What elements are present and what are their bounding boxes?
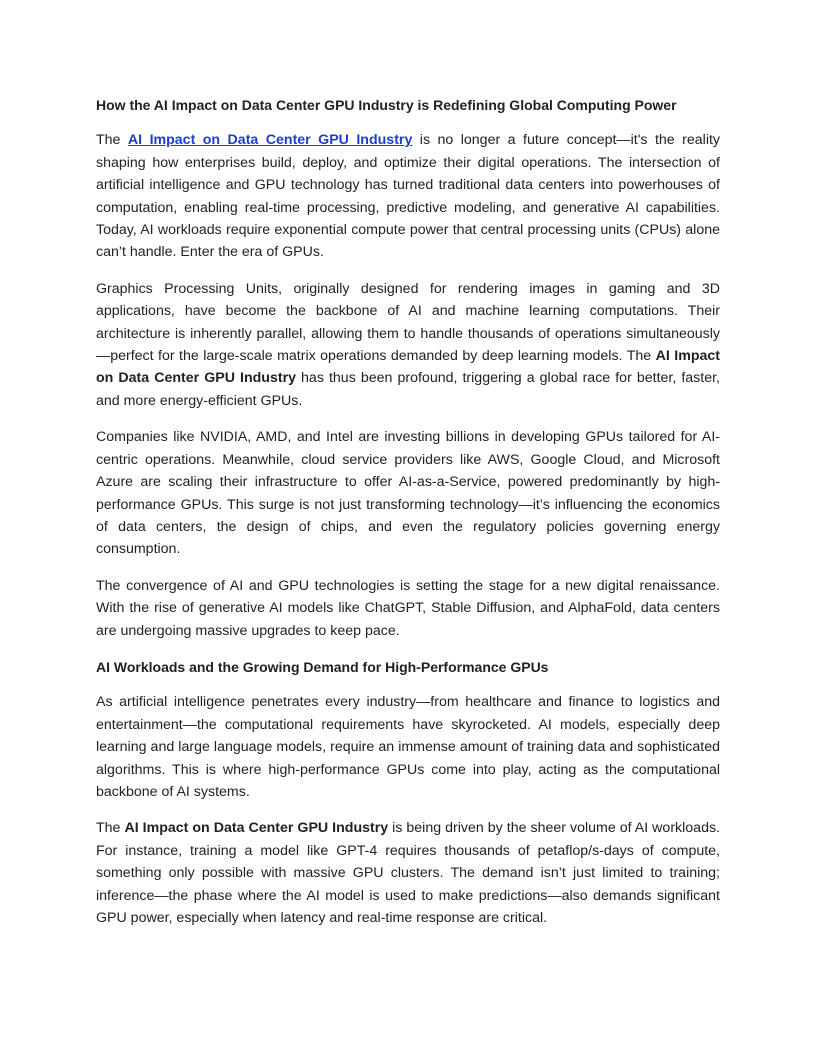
document-page (96, 94, 720, 943)
paragraph-workloads: As artificial intelligence penetrates every industry—from healthcare and finance to logistics and entertainment—the computational requirements have skyrocketed. AI models, especially deep learning and large language models, require an immense amount of training data and sophisticated algorithms. This is where high-performance GPUs come into play, acting as the computational backbone of AI systems. (96, 694, 720, 800)
paragraph-training-prefix: The (96, 820, 125, 837)
paragraph-intro-prefix: The (96, 132, 128, 149)
paragraph-gpu-architecture (96, 278, 720, 412)
paragraph-convergence: The convergence of AI and GPU technologies is setting the stage for a new digital renaissance. With the rise of generative AI models like ChatGPT, Stable Diffusion, and AlphaFold, data centers are undergoing massive upgrades to keep pace. (96, 577, 720, 639)
paragraph-companies: Companies like NVIDIA, AMD, and Intel are investing billions in developing GPUs tailored for AI-centric operations. Meanwhile, cloud service providers like AWS, Google Cloud, and Microsoft Azure are scaling their infrastructure to offer AI-as-a-Service, powered predominantly by high-performance GPUs. This surge is not just transforming technology—it’s influencing the economics of data centers, the design of chips, and even the regulatory policies governing energy consumption. (96, 429, 720, 558)
ai-impact-link[interactable]: AI Impact on Data Center GPU Industry (127, 132, 413, 149)
paragraph-training (96, 817, 720, 929)
document-title: How the AI Impact on Data Center GPU Industry is Redefining Global Computing Power (96, 97, 677, 113)
paragraph-intro-text: is no longer a future concept—it's the reality shaping how enterprises build, deploy, and optimize their digital operations. The intersection of artificial intelligence and GPU technology has turned traditional data centers into powerhouses of computation, enabling real-time processing, predictive modeling, and generative AI capabilities. Today, AI workloads require exponential compute power that central processing units (CPUs) alone can’t handle. Enter the era of GPUs. (96, 132, 721, 261)
paragraph-gpu-architecture-bold: AI Impact on Data Center GPU Industry (96, 348, 721, 387)
section-subheading: AI Workloads and the Growing Demand for High-Performance GPUs (96, 658, 549, 675)
paragraph-training-text: is being driven by the sheer volume of AI workloads. For instance, training a model like GPT-4 requires thousands of petaflop/s-days of compute, something only possible with massive GPU clusters. The demand isn’t just limited to training; inference—the phase where the AI model is used to make predictions—also demands significant GPU power, especially when latency and real-time response are critical. (96, 820, 720, 926)
paragraph-gpu-architecture-text-b: has thus been profound, triggering a global race for better, faster, and more energy-efficient GPUs. (96, 370, 720, 409)
paragraph-gpu-architecture-text-a: Graphics Processing Units, originally designed for rendering images in gaming and 3D applications, have become the backbone of AI and machine learning computations. Their architecture is inherently parallel, allowing them to handle thousands of operations simultaneously—perfect for the large-scale matrix operations demanded by deep learning models. The (96, 280, 720, 365)
paragraph-intro (96, 129, 720, 263)
paragraph-training-bold: AI Impact on Data Center GPU Industry (124, 820, 389, 837)
